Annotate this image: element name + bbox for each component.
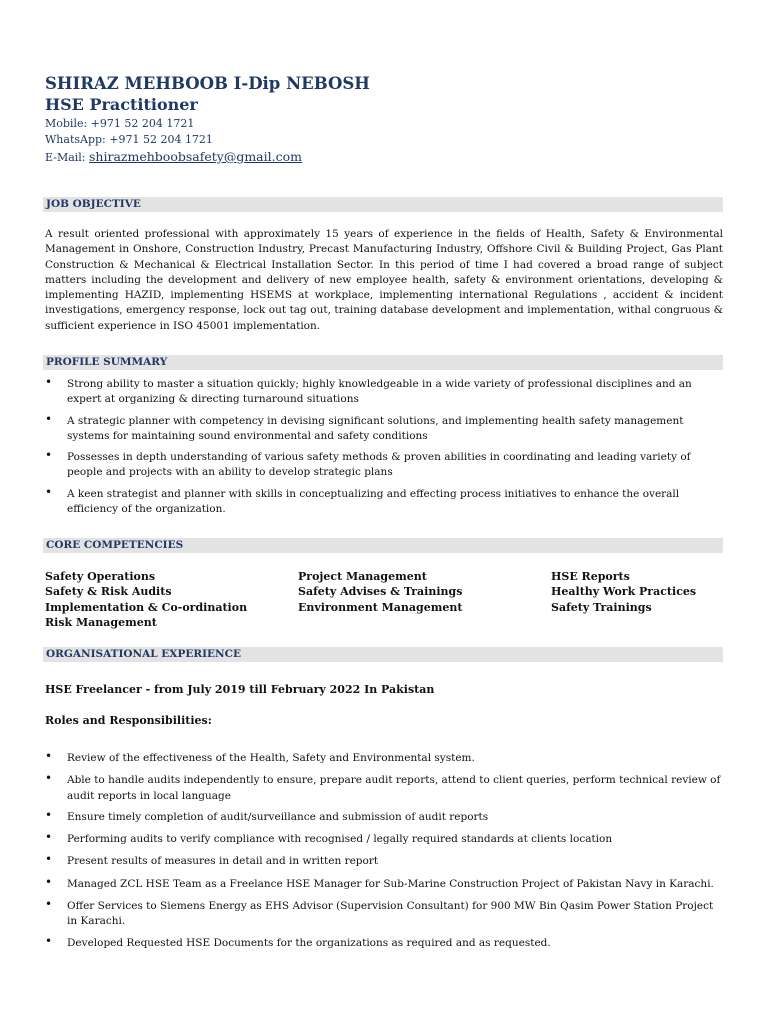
list-item: • A strategic planner with competency in devising significant solutions, and implementing health safety management systems for maintaining sound environmental and safety conditions bbox=[45, 411, 684, 442]
list-item: • Offer Services to Siemens Energy as EHS Advisor (Supervision Consultant) for 900 MW Bin Qasim Power Station Project in Karachi. bbox=[45, 897, 714, 928]
competency-item: Environment Management bbox=[298, 600, 463, 614]
list-item: • Present results of measures in detail and in written report bbox=[45, 852, 379, 868]
bullet-icon: • bbox=[45, 771, 53, 786]
bullet-icon: • bbox=[45, 874, 53, 889]
mobile-number: Mobile: +971 52 204 1721 bbox=[45, 117, 195, 130]
competency-item: Safety Advises & Trainings bbox=[298, 585, 463, 599]
email-label: E-Mail: bbox=[45, 151, 90, 164]
candidate-name: SHIRAZ MEHBOOB I-Dip NEBOSH bbox=[45, 74, 370, 93]
bullet-icon: • bbox=[45, 411, 53, 426]
competencies-column-3 bbox=[551, 569, 696, 615]
section-heading-core-competencies: CORE COMPETENCIES bbox=[43, 538, 723, 553]
list-item: • Strong ability to master a situation quickly; highly knowledgeable in a wide variety of professional disciplines and an expert at organizing & directing turnaround situations bbox=[45, 375, 692, 406]
email-link[interactable]: shirazmehboobsafety@gmail.com bbox=[89, 149, 302, 164]
bullet-icon: • bbox=[45, 830, 53, 845]
bullet-icon: • bbox=[45, 933, 53, 948]
list-item: • Developed Requested HSE Documents for the organizations as required and as requested. bbox=[45, 933, 551, 949]
email-line bbox=[45, 149, 302, 164]
competencies-column-2 bbox=[298, 569, 462, 615]
list-item: • Ensure timely completion of audit/surveillance and submission of audit reports bbox=[45, 807, 489, 823]
profile-summary-list bbox=[45, 377, 723, 517]
list-item: • Able to handle audits independently to ensure, prepare audit reports, attend to client queries, perform technical review of audit reports in local language bbox=[45, 771, 721, 802]
candidate-title: HSE Practitioner bbox=[45, 95, 198, 114]
section-heading-profile-summary: PROFILE SUMMARY bbox=[43, 355, 723, 370]
competency-item: Implementation & Co-ordination bbox=[45, 600, 248, 614]
bullet-icon: • bbox=[45, 375, 53, 389]
bullet-icon: • bbox=[45, 749, 53, 763]
competencies-column-1 bbox=[45, 569, 247, 630]
section-heading-organisational-experience: ORGANISATIONAL EXPERIENCE bbox=[43, 647, 723, 662]
bullet-icon: • bbox=[45, 852, 53, 867]
list-item: • A keen strategist and planner with skills in conceptualizing and effecting process initiatives to enhance the overall efficiency of the organization. bbox=[45, 484, 680, 516]
bullet-icon: • bbox=[45, 484, 53, 499]
competency-item: Safety Operations bbox=[45, 570, 156, 583]
roles-heading: Roles and Responsibilities: bbox=[45, 714, 212, 727]
bullet-icon: • bbox=[45, 807, 53, 822]
competency-item: Project Management bbox=[298, 570, 427, 583]
job-title: HSE Freelancer - from July 2019 till February 2022 In Pakistan bbox=[45, 683, 435, 696]
competency-item: Healthy Work Practices bbox=[551, 585, 697, 599]
job-objective-text: A result oriented professional with approximately 15 years of experience in the fields of Health, Safety & Environmental Management in Onshore, Construction Industry, Precast Manufacturing Industry, Offshore Civil & Building Project, Gas Plant Construction & Mechanical & Electrical Installation Sector. In this period of time I had covered a broad range of subject matters including the development and delivery of new employee health, safety & environment orientations, developing & implementing HAZID, implementing HSEMS at workplace, implementing international Regulations , accident & incident investigations, emergency response, lock out tag out, training database development and implementation, withal congruous & sufficient experience in ISO 45001 implementation. bbox=[45, 228, 723, 332]
list-item: • Performing audits to verify compliance with recognised / legally required standards at clients location bbox=[45, 830, 613, 846]
competency-item: Safety & Risk Audits bbox=[45, 585, 172, 599]
competency-item: HSE Reports bbox=[551, 570, 630, 583]
list-item: • Review of the effectiveness of the Health, Safety and Environmental system. bbox=[45, 749, 475, 764]
responsibilities-list bbox=[45, 751, 723, 951]
bullet-icon: • bbox=[45, 448, 53, 463]
whatsapp-number: WhatsApp: +971 52 204 1721 bbox=[45, 133, 213, 146]
list-item: • Possesses in depth understanding of various safety methods & proven abilities in coordinating and leading variety of people and projects with an ability to develop strategic plans bbox=[45, 448, 691, 479]
list-item: • Managed ZCL HSE Team as a Freelance HSE Manager for Sub-Marine Construction Project of Pakistan Navy in Karachi. bbox=[45, 874, 714, 890]
competency-item: Risk Management bbox=[45, 615, 157, 629]
bullet-icon: • bbox=[45, 897, 53, 912]
section-heading-job-objective: JOB OBJECTIVE bbox=[43, 197, 723, 212]
competency-item: Safety Trainings bbox=[551, 600, 652, 614]
